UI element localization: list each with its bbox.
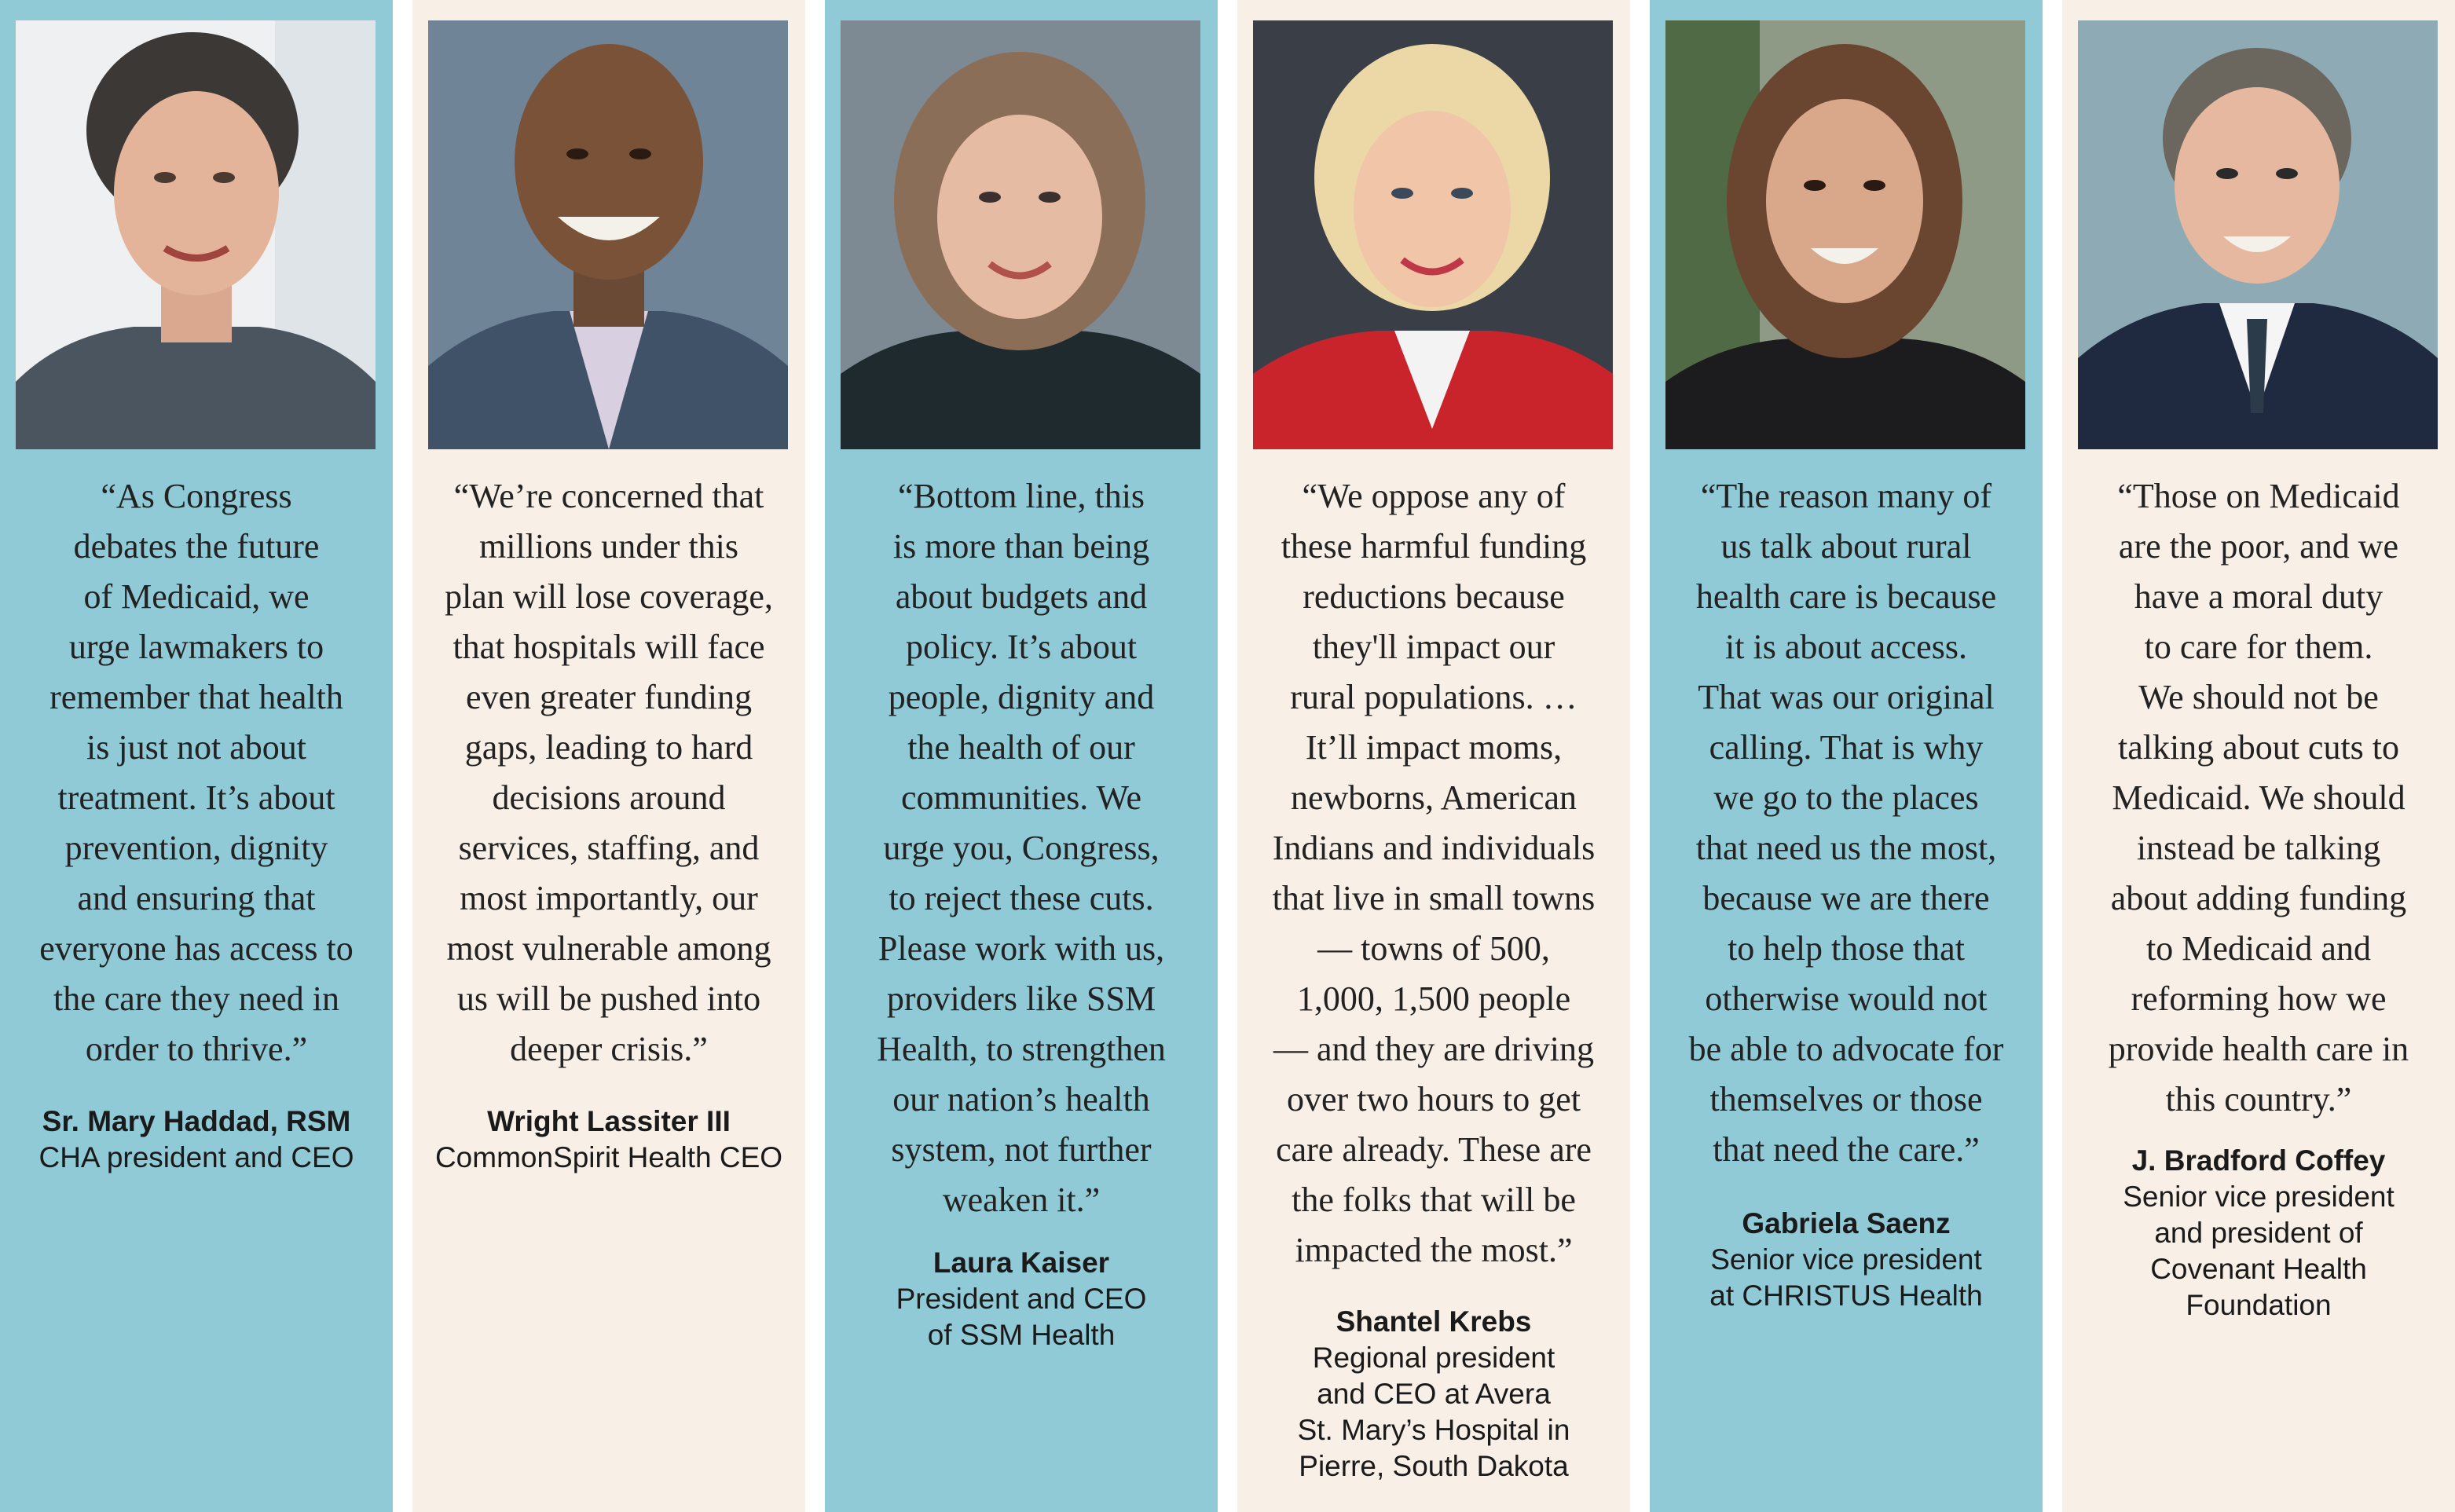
quote-text: “We’re concerned that millions under this plan will lose coverage, that hospitals will face even greater funding gaps, leading to hard decisions around services, staffing, and most importantly, our most vulnerable among us will be pushed into deeper crisis.”: [445, 477, 773, 1068]
quote-text: “We oppose any of these harmful funding reductions because they'll impact our rural populations. … It’ll impact moms, newborns, American Indians and individuals that live in small towns — towns of 500, 1,000, 1,500 people — and they are driving over two hours to get care already. These are the folks that will be impacted the most.”: [1272, 477, 1596, 1269]
person-title: President and CEO of SSM Health: [896, 1283, 1147, 1351]
portrait-photo-lassiter: [428, 20, 788, 449]
testimonial-column-krebs: [1237, 0, 1630, 1512]
testimonial-column-haddad: [0, 0, 393, 1512]
attribution: [1250, 1304, 1618, 1485]
person-name: J. Bradford Coffey: [2131, 1144, 2386, 1177]
person-name: Wright Lassiter III: [487, 1105, 731, 1137]
testimonial-column-saenz: [1650, 0, 2043, 1512]
person-name: Gabriela Saenz: [1742, 1207, 1951, 1239]
attribution: [1662, 1206, 2030, 1314]
portrait-photo-coffey: [2078, 20, 2438, 449]
quote-text: “The reason many of us talk about rural health care is because it is about access. That was our original calling. That is why we go to the places that need us the most, because we are there to help those that otherwise would not be able to advocate for themselves or those that need the care.”: [1688, 477, 2004, 1169]
attribution: [425, 1104, 793, 1176]
attribution: [837, 1245, 1205, 1353]
person-title: Senior vice president and president of Covenant Health Foundation: [2123, 1181, 2395, 1321]
quote-text: “Those on Medicaid are the poor, and we have a moral duty to care for them. We should not be talking about cuts to Medicaid. We should instead be talking about adding funding to Medicaid and reforming how we provide health care in this country.”: [2108, 477, 2409, 1118]
portrait-photo-haddad: [16, 20, 376, 449]
portrait-photo-krebs: [1253, 20, 1613, 449]
testimonial-column-coffey: [2062, 0, 2455, 1512]
person-title: CHA president and CEO: [38, 1141, 354, 1173]
quote-text: “As Congress debates the future of Medicaid, we urge lawmakers to remember that health is just not about treatment. It’s about prevention, dignity and ensuring that everyone has access to the care they need in order to thrive.”: [39, 477, 354, 1068]
person-name: Shantel Krebs: [1336, 1305, 1532, 1338]
portrait-photo-kaiser: [841, 20, 1200, 449]
attribution: [2075, 1143, 2442, 1323]
person-name: Laura Kaiser: [933, 1247, 1110, 1279]
person-name: Sr. Mary Haddad, RSM: [42, 1105, 351, 1137]
testimonial-column-lassiter: [412, 0, 805, 1512]
person-title: CommonSpirit Health CEO: [434, 1141, 783, 1173]
testimonial-column-kaiser: [825, 0, 1218, 1512]
portrait-photo-saenz: [1665, 20, 2025, 449]
attribution: [13, 1104, 380, 1176]
person-title: Regional president and CEO at Avera St. Mary’s Hospital in Pierre, South Dakota: [1297, 1342, 1570, 1482]
person-title: Senior vice president at CHRISTUS Health: [1709, 1243, 1983, 1312]
quote-text: “Bottom line, this is more than being about budgets and policy. It’s about people, dignity and the health of our communities. We urge you, Congress, to reject these cuts. Please work with us, providers like SSM Health, to strengthen our nation’s health system, not further weaken it.”: [877, 477, 1166, 1219]
